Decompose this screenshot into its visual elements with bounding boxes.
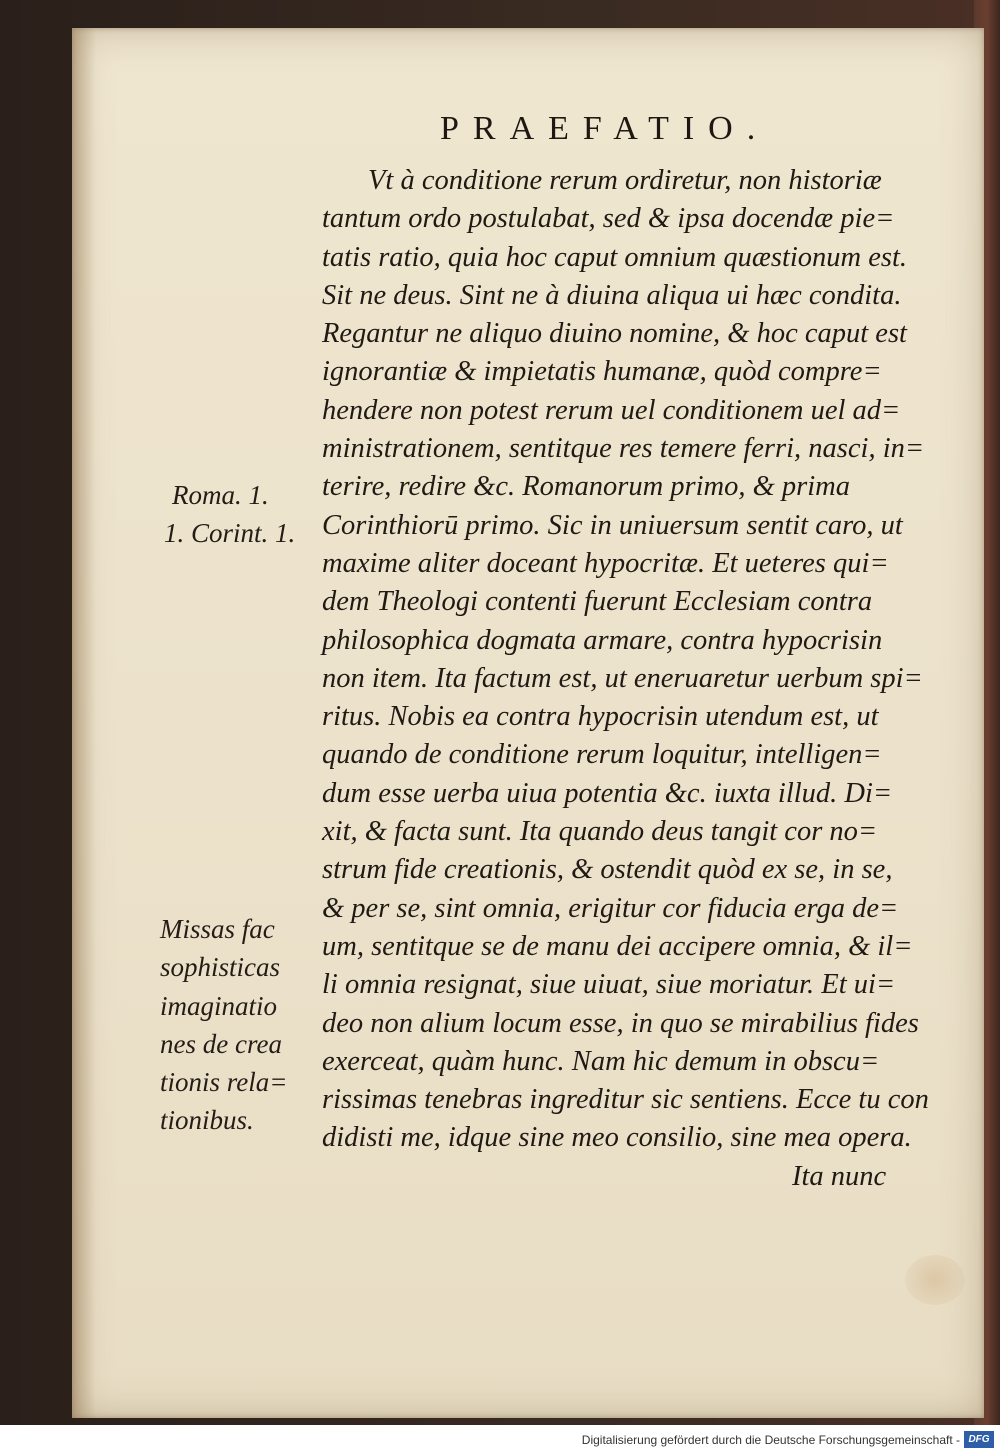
text-line: philosophica dogmata armare, contra hypocrisin (322, 624, 883, 656)
margin-note-line: Roma. 1. (172, 480, 269, 510)
text-line: Regantur ne aliquo diuino nomine, & hoc caput est (322, 318, 907, 350)
text-line: ignorantiæ & impietatis humanæ, quòd compre= (322, 356, 882, 388)
text-line: deo non alium locum esse, in quo se mirabilius fides (322, 1007, 919, 1039)
footer-credit: Digitalisierung gefördert durch die Deutsche Forschungsgemeinschaft - (581, 1433, 960, 1447)
margin-note-line: tionibus. (160, 1105, 254, 1136)
margin-note-references (164, 476, 296, 553)
body-text (322, 162, 929, 1196)
text-line: terire, redire &c. Romanorum primo, & prima (322, 471, 851, 503)
text-line: Sit ne deus. Sint ne à diuina aliqua ui hæc condita. (322, 279, 902, 311)
text-line: ritus. Nobis ea contra hypocrisin utendum est, ut (322, 701, 879, 733)
text-line: strum fide creationis, & ostendit quòd ex se, in se, (322, 854, 893, 886)
text-line: tantum ordo postulabat, sed & ipsa docendæ pie= (322, 203, 895, 235)
margin-note-line: imaginatio (160, 990, 278, 1021)
text-line: hendere non potest rerum uel conditionem uel ad= (322, 394, 901, 426)
text-line: maxime aliter doceant hypocritæ. Et ueteres qui= (322, 547, 889, 579)
margin-note-line: sophisticas (160, 952, 281, 983)
running-head: PRAEFATIO. (440, 110, 770, 147)
text-line: um, sentitque se de manu dei accipere omnia, & il= (322, 930, 913, 962)
dfg-logo: DFG (964, 1431, 994, 1448)
margin-note-line: tionis rela= (160, 1067, 288, 1098)
text-line: Vt à conditione rerum ordiretur, non historiæ (368, 165, 882, 196)
margin-note-line: 1. Corint. 1. (164, 518, 296, 549)
digitization-footer (0, 1425, 1000, 1456)
margin-note-gloss (160, 910, 287, 1140)
page-gutter-shadow (72, 28, 96, 1418)
text-line: quando de conditione rerum loquitur, intelligen= (322, 739, 882, 771)
text-line: dem Theologi contenti fuerunt Ecclesiam contra (322, 586, 873, 618)
paper-stain (905, 1255, 965, 1305)
text-line: dum esse uerba uiua potentia &c. iuxta illud. Di= (322, 777, 893, 809)
text-line: & per se, sint omnia, erigitur cor fiducia erga de= (322, 892, 899, 924)
margin-note-line: nes de crea (160, 1028, 282, 1059)
text-line: li omnia resignat, siue uiuat, siue moriatur. Et ui= (322, 969, 896, 1001)
text-line: tatis ratio, quia hoc caput omnium quæstionum est. (322, 241, 908, 273)
catchword: Ita nunc (792, 1160, 887, 1192)
text-line: exerceat, quàm hunc. Nam hic demum in obscu= (322, 1045, 880, 1077)
text-line: ministrationem, sentitque res temere ferri, nasci, in= (322, 433, 925, 465)
text-line: non item. Ita factum est, ut eneruaretur uerbum spi= (322, 662, 923, 694)
text-line: didisti me, idque sine meo consilio, sine mea opera. (322, 1122, 912, 1154)
text-line: Corinthiorū primo. Sic in uniuersum sentit caro, ut (322, 509, 903, 541)
margin-note-line: Missas fac (160, 914, 275, 944)
text-line: rissimas tenebras ingreditur sic sentiens. Ecce tu con (322, 1084, 929, 1116)
text-line: xit, & facta sunt. Ita quando deus tangit cor no= (322, 816, 878, 848)
